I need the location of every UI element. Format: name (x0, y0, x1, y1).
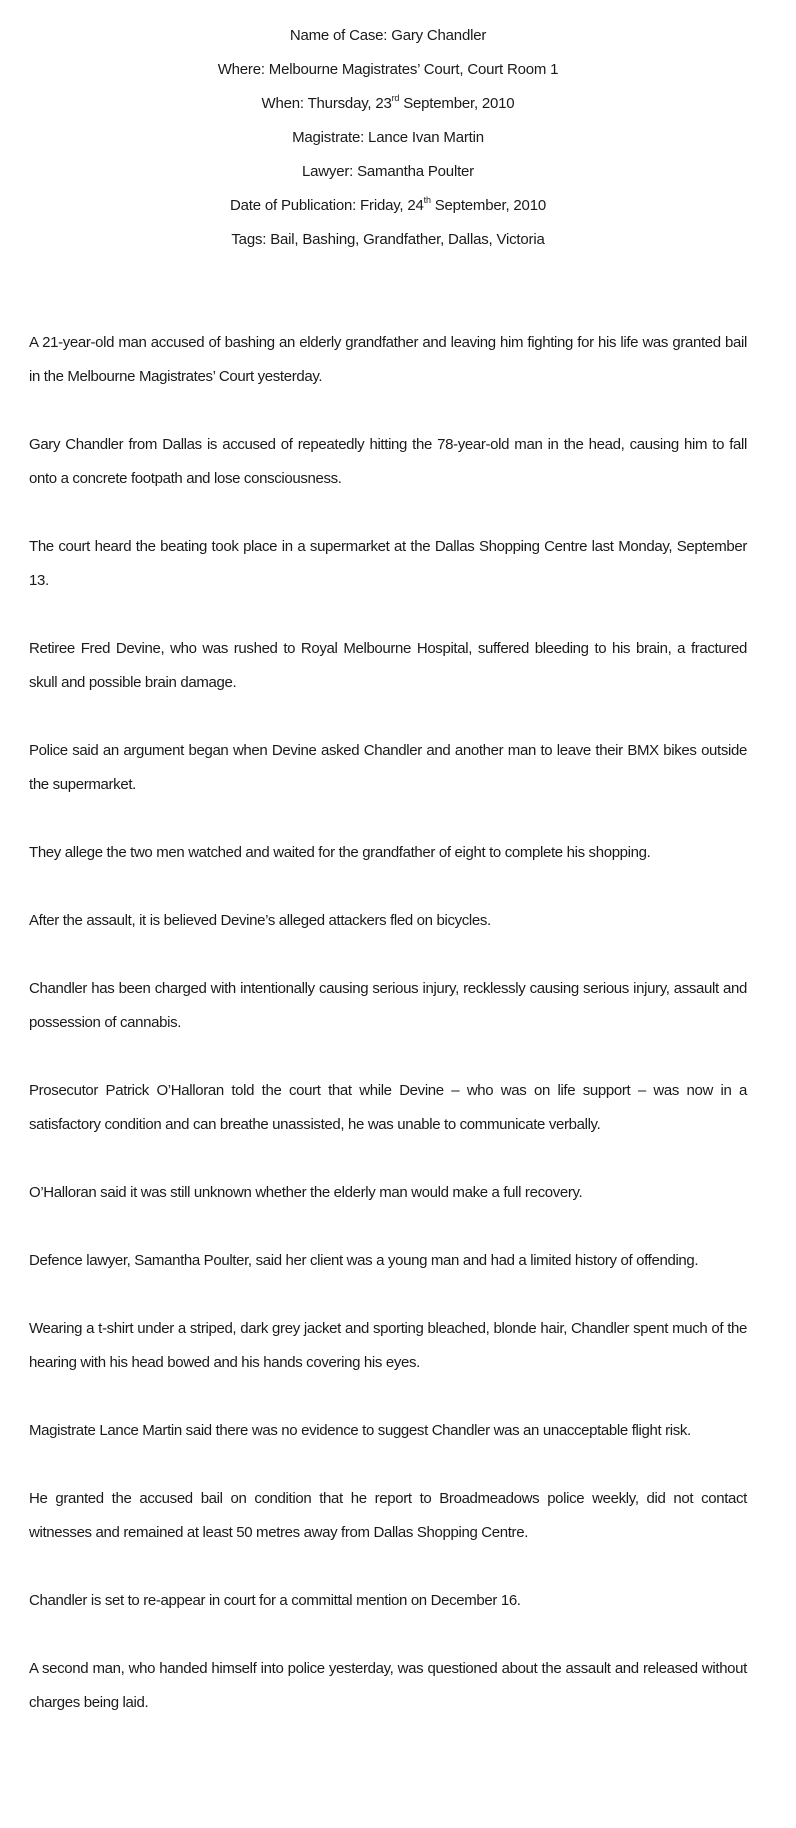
case-date-ordinal: rd (391, 93, 400, 103)
case-date (29, 87, 747, 121)
document (29, 19, 747, 1754)
publication-date-ordinal: th (423, 195, 431, 205)
paragraph: Prosecutor Patrick O’Halloran told the court that while Devine – who was on life support – was now in a satisfactory condition and can breathe unassisted, he was unable to communicate verbally. (29, 1082, 747, 1133)
publication-date-prefix: Date of Publication: Friday, 24 (230, 197, 424, 214)
paragraph: A 21-year-old man accused of bashing an elderly grandfather and leaving him fighting for his life was granted bail in the Melbourne Magistrates’ Court yesterday. (29, 334, 747, 385)
paragraph: Police said an argument began when Devine asked Chandler and another man to leave their BMX bikes outside the supermarket. (29, 742, 747, 793)
case-date-prefix: When: Thursday, 23 (261, 95, 392, 112)
paragraph: O’Halloran said it was still unknown whether the elderly man would make a full recovery. (29, 1184, 583, 1201)
paragraph: Chandler is set to re-appear in court for a committal mention on December 16. (29, 1592, 521, 1609)
tags: Tags: Bail, Bashing, Grandfather, Dallas, Victoria (231, 231, 545, 248)
paragraph: A second man, who handed himself into police yesterday, was questioned about the assault and released without charges being laid. (29, 1660, 747, 1711)
lawyer: Lawyer: Samantha Poulter (302, 163, 474, 180)
paragraph: Wearing a t-shirt under a striped, dark grey jacket and sporting bleached, blonde hair, Chandler spent much of the hearing with his head bowed and his hands covering his eyes. (29, 1320, 747, 1371)
publication-date (29, 189, 747, 223)
paragraph: Magistrate Lance Martin said there was no evidence to suggest Chandler was an unacceptable flight risk. (29, 1422, 691, 1439)
publication-date-suffix: September, 2010 (430, 197, 546, 214)
paragraph: He granted the accused bail on condition that he report to Broadmeadows police weekly, did not contact witnesses and remained at least 50 metres away from Dallas Shopping Centre. (29, 1490, 747, 1541)
case-name: Name of Case: Gary Chandler (289, 27, 487, 44)
article-body (29, 326, 747, 1720)
paragraph: After the assault, it is believed Devine’s alleged attackers fled on bicycles. (29, 912, 491, 929)
paragraph: Defence lawyer, Samantha Poulter, said her client was a young man and had a limited history of offending. (29, 1252, 699, 1269)
paragraph: They allege the two men watched and waited for the grandfather of eight to complete his shopping. (29, 844, 651, 861)
paragraph: Chandler has been charged with intentionally causing serious injury, recklessly causing serious injury, assault and possession of cannabis. (29, 980, 747, 1031)
paragraph: Gary Chandler from Dallas is accused of repeatedly hitting the 78-year-old man in the head, causing him to fall onto a concrete footpath and lose consciousness. (29, 436, 747, 487)
paragraph: Retiree Fred Devine, who was rushed to Royal Melbourne Hospital, suffered bleeding to his brain, a fractured skull and possible brain damage. (29, 640, 747, 691)
case-location: Where: Melbourne Magistrates’ Court, Court Room 1 (217, 61, 559, 78)
case-header (29, 19, 747, 257)
magistrate: Magistrate: Lance Ivan Martin (292, 129, 484, 146)
paragraph: The court heard the beating took place in a supermarket at the Dallas Shopping Centre last Monday, September 13. (29, 538, 747, 589)
case-date-suffix: September, 2010 (399, 95, 515, 112)
